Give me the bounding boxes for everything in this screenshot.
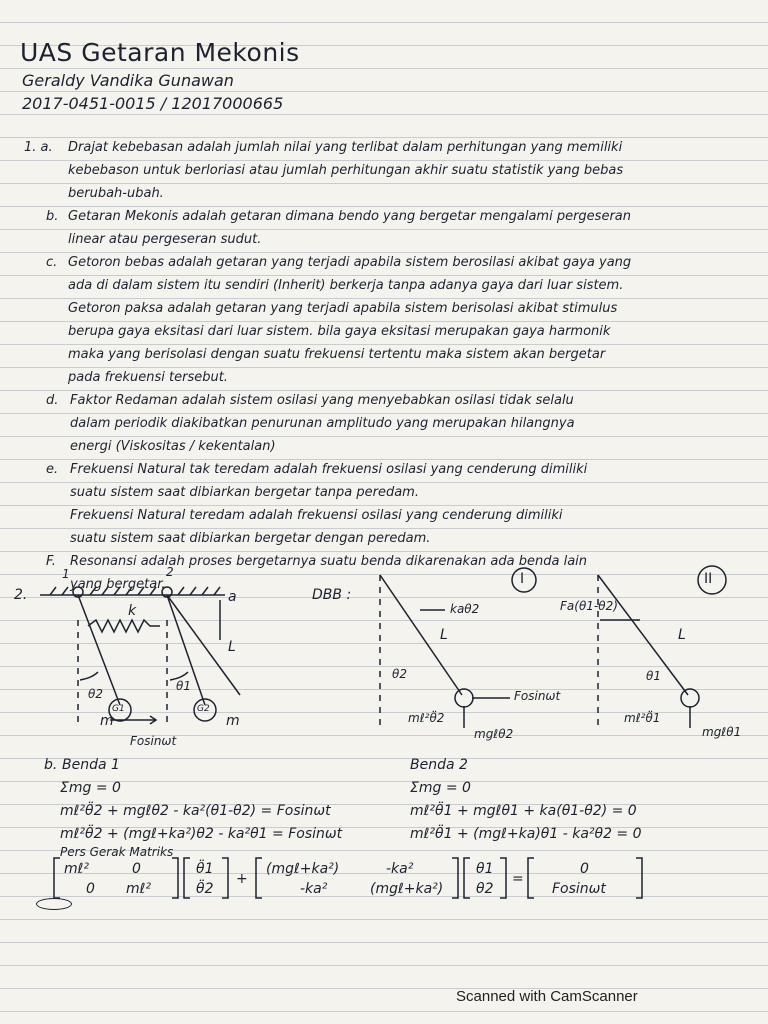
answer-line: suatu sistem saat dibiarkan bergetar tanpa peredam. (70, 485, 419, 500)
fbd1-weight-label: mgℓθ2 (474, 727, 514, 741)
mass-matrix-11: mℓ² (64, 861, 90, 877)
benda1-title: Benda 1 (62, 757, 120, 773)
fbd1-mass (455, 689, 473, 707)
mass-left-label: m (100, 713, 114, 729)
answer-line: kebebason untuk berloriasi atau jumlah perhitungan akhir suatu statistik yang bebas (68, 163, 624, 178)
answer-label: d. (46, 393, 59, 408)
answer-line: pada frekuensi tersebut. (68, 370, 228, 385)
answer-line: dalam periodik diakibatkan penurunan amplitudo yang merupakan hilangnya (70, 416, 575, 431)
benda2-eq1: mℓ²θ̈1 + mgℓθ1 + ka(θ1-θ2) = 0 (410, 803, 637, 819)
fbd2-tag: II (704, 571, 713, 587)
answer-line: suatu sistem saat dibiarkan bergetar dengan peredam. (70, 531, 431, 546)
force-label: Fosinωt (130, 734, 177, 748)
force-vector-1: 0 (580, 861, 589, 877)
matrix-title: Pers Gerak Matriks (60, 845, 174, 859)
spring-label: k (128, 603, 137, 619)
benda1-sum: Σmg = 0 (60, 780, 121, 796)
disp-vector-2: θ2 (476, 881, 494, 897)
part-b-label: b. (44, 757, 58, 773)
fbd2-theta-label: θ1 (646, 669, 661, 683)
force-vector-2: Fosinωt (552, 881, 606, 897)
answer-line: Resonansi adalah proses bergetarnya suatu benda dikarenakan ada benda lain (70, 554, 588, 569)
mass-g1-label: G1 (112, 704, 125, 714)
mass-right-label: m (226, 713, 240, 729)
answer-line: energi (Viskositas / kekentalan) (70, 439, 276, 454)
answer-label: 1. a. (24, 140, 53, 155)
answer-line: yang bergetar. (70, 577, 166, 592)
benda2-eq2: mℓ²θ̈1 + (mgℓ+ka)θ1 - ka²θ2 = 0 (410, 826, 642, 842)
answer-line: maka yang berisolasi dengan suatu frekuensi tertentu maka sistem akan bergetar (68, 347, 606, 362)
fbd1-force-label: Fosinωt (514, 689, 561, 703)
benda2-sum: Σmg = 0 (410, 780, 471, 796)
answer-line: Getoron bebas adalah getaran yang terjadi apabila sistem berosilasi akibat gaya yang (68, 255, 632, 270)
mass-matrix-12: 0 (132, 861, 141, 877)
spring (88, 620, 160, 632)
answer-line: berubah-ubah. (68, 186, 164, 201)
answer-line: Frekuensi Natural teredam adalah frekuensi osilasi yang cenderung dimiliki (70, 508, 563, 523)
plus-sign: + (236, 871, 248, 887)
fbd2-spring-label: Fa(θ1-θ2) (560, 599, 618, 613)
fbd1-spring-label: kaθ2 (450, 602, 480, 616)
pivot-1-label: 1 (62, 567, 70, 581)
student-id: 2017-0451-0015 / 12017000665 (22, 94, 284, 113)
mass-matrix-22: mℓ² (126, 881, 152, 897)
benda1-eq2: mℓ²θ̈2 + (mgℓ+ka²)θ2 - ka²θ1 = Fosinωt (60, 826, 343, 842)
fbd2-weight-label: mgℓθ1 (702, 725, 742, 739)
author-name: Geraldy Vandika Gunawan (22, 71, 234, 90)
mass-g2-label: G2 (197, 704, 210, 714)
answer-label: c. (46, 255, 58, 270)
page-title: UAS Getaran Mekonis (20, 38, 300, 67)
dim-L-label: L (228, 639, 236, 655)
fbd1-tag: I (520, 571, 525, 587)
stiffness-matrix-11: (mgℓ+ka²) (266, 861, 340, 877)
equals-sign: = (512, 871, 524, 887)
acc-vector-2: θ̈2 (196, 881, 214, 897)
theta2-arc (80, 672, 98, 680)
fbd2-inertia-label: mℓ²θ̈1 (624, 711, 661, 725)
dim-a-label: a (228, 589, 237, 605)
answer-line: Getaran Mekonis adalah getaran dimana bendo yang bergetar mengalami pergeseran (68, 209, 631, 224)
theta1-label: θ1 (176, 679, 191, 693)
fbd1-inertia-label: mℓ²θ̈2 (408, 711, 445, 725)
stiffness-matrix-21: -ka² (300, 881, 328, 897)
disp-vector-1: θ1 (476, 861, 494, 877)
fbd1-L-label: L (440, 627, 448, 643)
mass-matrix-21: 0 (86, 881, 95, 897)
benda1-eq1: mℓ²θ̈2 + mgℓθ2 - ka²(θ1-θ2) = Fosinωt (60, 803, 331, 819)
answer-label: b. (46, 209, 59, 224)
fbd2-L-label: L (678, 627, 686, 643)
acc-vector-1: θ̈1 (196, 861, 214, 877)
answer-label: e. (46, 462, 59, 477)
answer-label: F. (46, 554, 56, 569)
pivot-2-label: 2 (166, 565, 174, 579)
answer-line: Getoron paksa adalah getaran yang terjadi apabila sistem berisolasi akibat stimulus (68, 301, 618, 316)
theta2-label: θ2 (88, 687, 103, 701)
answer-line: ada di dalam sistem itu sendiri (Inherit) berkerja tanpa adanya gaya dari luar sistem. (68, 278, 624, 293)
matrix-bracket-right-m (172, 858, 178, 898)
stiffness-matrix-12: -ka² (386, 861, 414, 877)
page-stamp (36, 898, 72, 910)
answer-line: berupa gaya eksitasi dari luar sistem. bila gaya eksitasi merupakan gaya harmonik (68, 324, 611, 339)
answer-line: Drajat kebebasan adalah jumlah nilai yang terlibat dalam perhitungan yang memiliki (68, 140, 623, 155)
answer-line: Faktor Redaman adalah sistem osilasi yang menyebabkan osilasi tidak selalu (70, 393, 574, 408)
scanner-watermark: Scanned with CamScanner (456, 988, 638, 1005)
answer-line: linear atau pergeseran sudut. (68, 232, 262, 247)
fbd2-rod (598, 575, 688, 695)
benda2-title: Benda 2 (410, 757, 468, 773)
question-2-label: 2. (14, 587, 28, 603)
matrix-bracket-left-m (54, 858, 60, 898)
fbd-label: DBB : (312, 587, 352, 603)
fbd1-theta-label: θ2 (392, 667, 407, 681)
fbd2-mass (681, 689, 699, 707)
answer-line: Frekuensi Natural tak teredam adalah frekuensi osilasi yang cenderung dimiliki (70, 462, 588, 477)
stiffness-matrix-22: (mgℓ+ka²) (370, 881, 444, 897)
